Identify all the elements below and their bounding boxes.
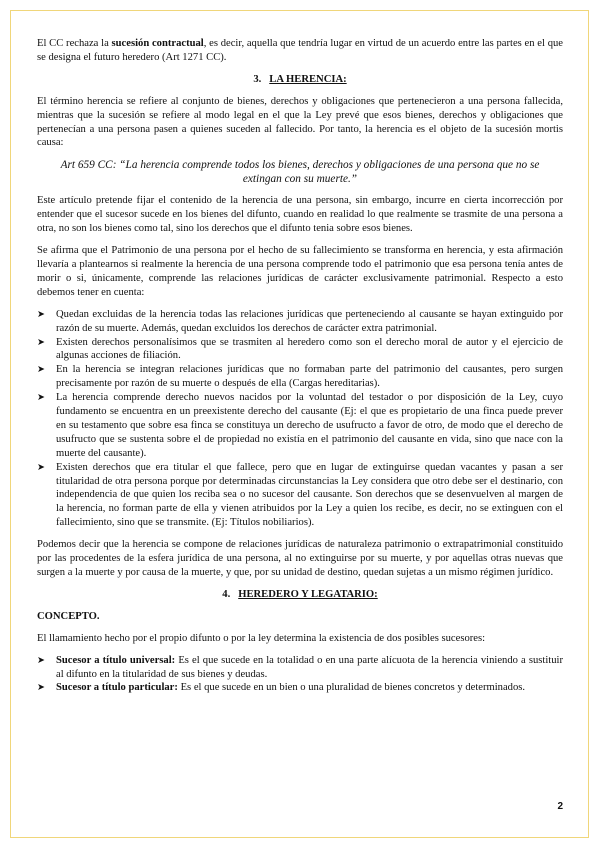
arrow-bullet-icon: ➤ [37, 461, 45, 473]
list-item [37, 363, 563, 391]
section-4-heading [37, 588, 563, 602]
section-4-title: HEREDERO Y LEGATARIO: [238, 588, 378, 600]
section-4-paragraph-1: El llamamiento hecho por el propio difunto o por la ley determina la existencia de dos posibles sucesores: [37, 632, 486, 644]
section-3-bullet-list [37, 308, 563, 531]
list-item [37, 391, 563, 461]
successor-definition: Es el que sucede en la totalidad o en una parte alícuota de la herencia viniendo a sustituir al difunto en la titularidad de sus bienes y deudas. [56, 654, 563, 680]
successor-term: Sucesor a título universal: [56, 654, 176, 666]
arrow-bullet-icon: ➤ [37, 336, 45, 348]
page-number: 2 [557, 801, 563, 812]
intro-text-end: , es decir, aquella que tendría lugar en virtud de un acuerdo entre las partes en el que se designa el futuro heredero (Art 1271 CC). [37, 38, 563, 63]
section-3-number: 3. [253, 73, 262, 85]
page-content [37, 37, 563, 703]
article-quote: Art 659 CC: “La herencia comprende todos los bienes, derechos y obligaciones de una persona que no se extingan con su muerte.” [60, 159, 540, 186]
arrow-bullet-icon: ➤ [37, 308, 45, 320]
list-item-text: Existen derechos que era titular el que fallece, pero que en lugar de extinguirse quedan vacantes y pasan a ser titularidad de otra persona porque por determinadas circunstancias la Ley considera que otro debe ser el destinario, con independencia de que quien los reciba sea o no sucesor del causante. Son derechos que se desenvuelven al margen de la herencia, no forman parte de ella y vienen atribuidos por la Ley a quien los recibe, es decir, no se extinguen con el fallecimiento, sino que se transmite. (Ej: Títulos nobiliarios). [56, 461, 563, 529]
section-3-paragraph-3: Se afirma que el Patrimonio de una persona por el hecho de su fallecimiento se transforma en herencia, y esta afirmación llevaría a plantearnos si realmente la herencia de una persona comprende todo el patrimonio que esa persona tenía antes de morir o si, únicamente, comprende las relaciones jurídicas de carácter exclusivamente patrimonial. Respecto a esto debemos tener en cuenta: [37, 245, 563, 298]
section-4-bullet-list [37, 654, 563, 696]
section-3-title: LA HERENCIA: [269, 73, 347, 85]
list-item-text: En la herencia se integran relaciones jurídicas que no formaban parte del patrimonio del causantes, pero surgen precisamente por razón de su muerte o después de ella (Cargas hereditarias). [56, 364, 563, 390]
section-3-paragraph-2: Este artículo pretende fijar el contenido de la herencia de una persona, sin embargo, incurre en cierta incorrección por entender que el sucesor sucede en los bienes del difunto, cuando en realidad lo que realmente se trasmite de una persona a otra, no son los bienes como tal, sino los derechos que el difunto tenia sobre esos bienes. [37, 195, 563, 235]
arrow-bullet-icon: ➤ [37, 392, 45, 404]
list-item [37, 681, 563, 695]
intro-bold-term: sucesión contractual [111, 38, 204, 49]
successor-definition: Es el que sucede en un bien o una pluralidad de bienes concretos y determinados. [177, 682, 526, 694]
intro-text: El CC rechaza la [37, 38, 112, 49]
list-item [37, 654, 563, 682]
list-item [37, 461, 563, 531]
list-item-text: Quedan excluidas de la herencia todas las relaciones jurídicas que perteneciendo al causante se hayan extinguido por razón de su muerte. Además, quedan excluidos los derechos de carácter extra patrimonial. [56, 308, 563, 334]
section-3-paragraph-1: El término herencia se refiere al conjunto de bienes, derechos y obligaciones que pertenecieron a una persona fallecida, mientras que la sucesión se refiere al modo legal en el que la Ley prevé que esos bienes, derechos y obligaciones que pertenecían a una persona pasen a quienes suceden al fallecido. Por tanto, la herencia es el objeto de la sucesión mortis causa: [37, 95, 563, 149]
arrow-bullet-icon: ➤ [37, 364, 45, 376]
section-3-heading [37, 73, 563, 87]
successor-term: Sucesor a título particular: [56, 682, 178, 694]
list-item [37, 308, 563, 336]
section-3-paragraph-4: Podemos decir que la herencia se compone de relaciones jurídicas de naturaleza patrimonio o extrapatrimonial constituido por las procedentes de la esfera jurídica de una persona, al no extinguirse por su muerte, y por aquellas otras nuevas que surgen a la muerte y por causa de la muerte, y que, por su unidad de destino, quedan sujetas a un mismo régimen jurídico. [37, 539, 563, 578]
section-4-number: 4. [222, 588, 231, 600]
list-item-text: Existen derechos personalísimos que se trasmiten al heredero como son el derecho moral de autor y el ejercicio de algunas acciones de filiación. [56, 336, 563, 362]
arrow-bullet-icon: ➤ [37, 682, 45, 694]
intro-paragraph [37, 37, 563, 65]
list-item [37, 336, 563, 364]
concept-subheading: CONCEPTO. [37, 610, 100, 622]
arrow-bullet-icon: ➤ [37, 654, 45, 666]
list-item-text: La herencia comprende derecho nuevos nacidos por la voluntad del testador o por disposición de la Ley, cuyo fundamento se encuentra en un preexistente derecho del causante (Ej: el que es propietario de una finca puede prever en su testamento que sobre esa finca se constituya un derecho de usufructo a favor de otro, de modo que el derecho de usufructo que se sustenta sobre el de propiedad no existía en el patrimonio del causante en vida, sino que nace con la muerte del causante). [56, 392, 563, 459]
